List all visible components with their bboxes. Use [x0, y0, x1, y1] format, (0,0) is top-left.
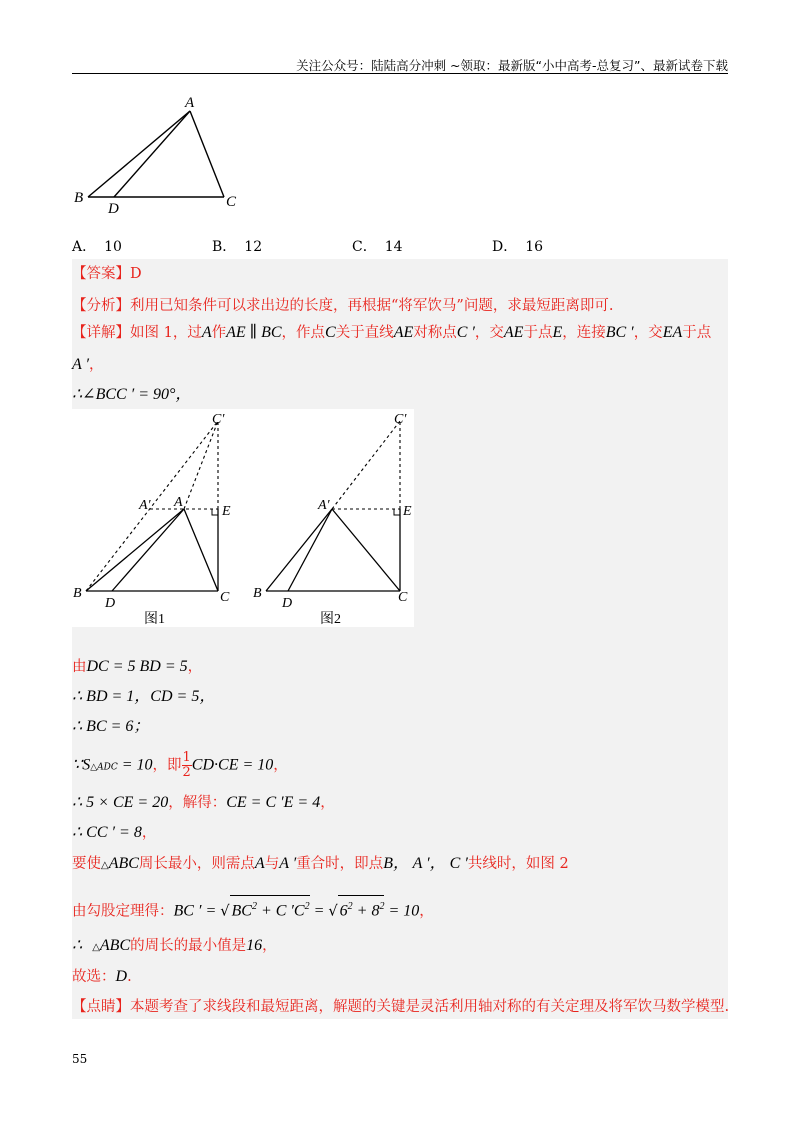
header-rule: [72, 73, 728, 74]
fig2-label-C: C: [398, 590, 408, 605]
fig2-label-B: B: [253, 586, 262, 601]
step-5: ∴ 5 × CE = 20，解得：CE = C ′E = 4，: [72, 794, 335, 811]
step-7: 要使△ABC周长最小，则需点A与A ′重合时，即点B， A ′， C ′共线时，如图 2: [72, 855, 569, 872]
step-8: 由勾股定理得：BC ′ = √ $BC^2 + C$ $'C^2$ = √ $6^2 + 8^2 = 10$，: [72, 895, 434, 922]
fig2-label-Ap: A′: [318, 498, 330, 513]
option-c: C． 14: [352, 239, 403, 255]
triangle-figure: [72, 92, 252, 218]
comment-line: 【点睛】本题考查了求线段和最短距离，解题的关键是灵活利用轴对称的有关定理及将军饮马数学模型.: [72, 999, 730, 1015]
page-number: 55: [72, 1052, 88, 1066]
option-d: D． 16: [492, 239, 544, 255]
fig1-label-A: A: [174, 495, 183, 510]
step-4: ∵S△ADC = 10，即 $\frac{1}{2}$ CD·CE = 10，: [72, 750, 288, 780]
fig1-label-E: E: [222, 504, 231, 519]
label-B: B: [74, 190, 84, 206]
step-10: 故选：D.: [72, 968, 132, 985]
fraction-half: $\frac{1}{2}$: [182, 750, 191, 780]
fig1-label-C: C: [220, 590, 230, 605]
fig1-caption: 图1: [144, 612, 165, 627]
step-2: ∴ BD = 1，CD = 5，: [72, 688, 216, 705]
answer-line: 【答案】D: [72, 266, 142, 282]
fig1-label-D: D: [105, 596, 116, 611]
option-b: B． 12: [212, 239, 263, 255]
fig2-label-Cp: C′: [394, 412, 407, 427]
step-1: 由DC = 5 BD = 5，: [72, 658, 203, 675]
label-C: C: [226, 194, 237, 210]
fig2-label-D: D: [282, 596, 293, 611]
option-a: A． 10: [72, 239, 122, 255]
angle-line: ∴∠BCC ′ = 90°，: [72, 386, 192, 403]
detail-line-1: 【详解】如图 1，过A作AE ∥ BC，作点C关于直线AE对称点C ′，交AE于点E，连接BC ′，交EA于点: [72, 324, 712, 341]
step-3: ∴ BC = 6；: [72, 718, 150, 735]
fig1-label-B: B: [73, 586, 82, 601]
step-9: ∴ △ABC的周长的最小值是16，: [72, 937, 277, 954]
analysis-line: 【分析】利用已知条件可以求出边的长度，再根据“将军饮马”问题，求最短距离即可.: [72, 298, 614, 314]
fig1-label-Ap: A′: [139, 498, 151, 513]
step-6: ∴ CC ′ = 8，: [72, 824, 157, 841]
fig2-caption: 图2: [320, 612, 341, 627]
fig2-label-E: E: [403, 504, 412, 519]
detail-line-2: A ′，: [72, 356, 104, 373]
fig1-label-Cp: C′: [212, 412, 225, 427]
label-A: A: [185, 95, 195, 111]
label-D: D: [108, 201, 119, 214]
page-header: 关注公众号：陆陆高分冲刺 ~领取：最新版“小中高考-总复习”、最新试卷下载: [296, 58, 728, 73]
construction-figures: [72, 409, 414, 631]
solution-panel: [72, 259, 728, 1019]
